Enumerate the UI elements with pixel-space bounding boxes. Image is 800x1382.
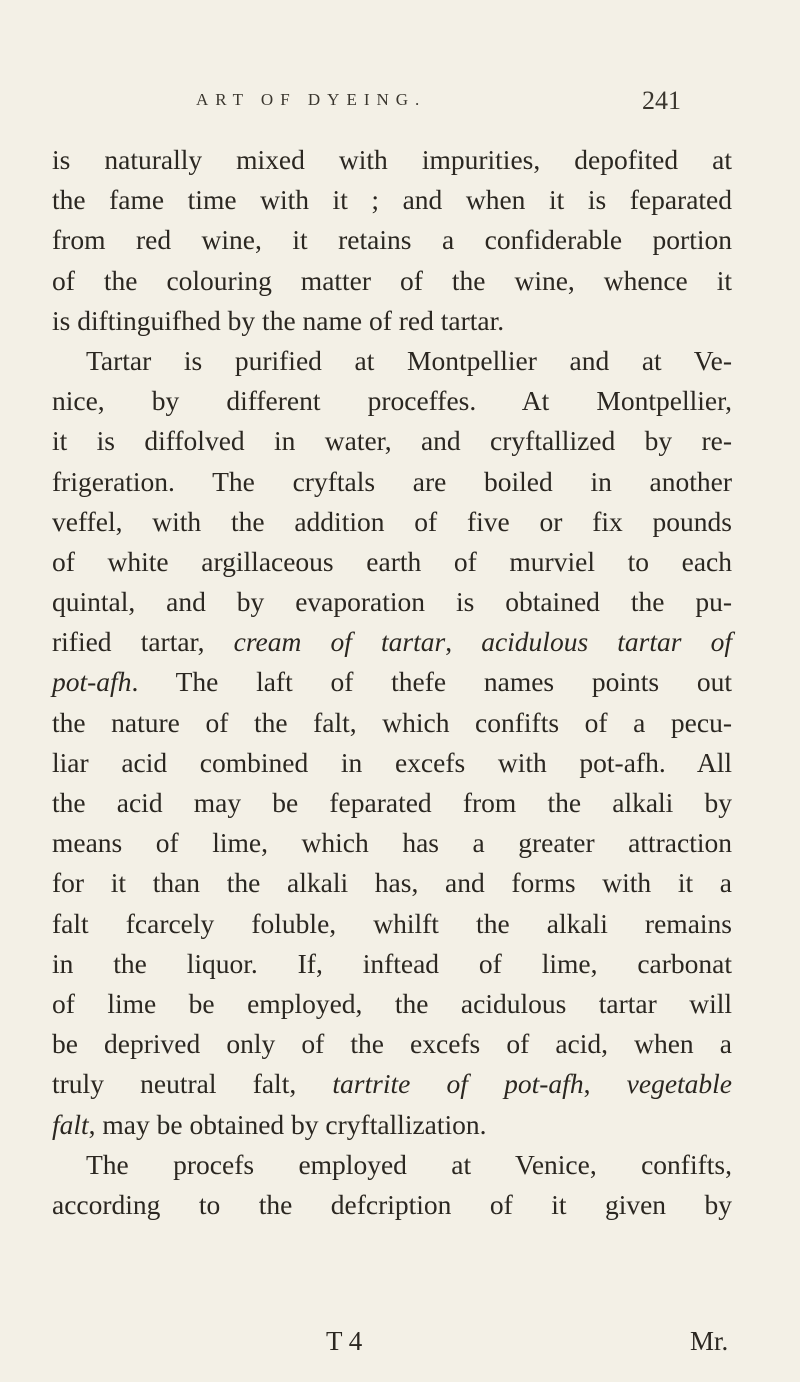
text-segment: frigeration. The cryftals are boiled in another (52, 465, 732, 497)
text-segment: , may be obtained by cryftallization. (88, 1108, 487, 1140)
text-segment: rified tartar, (52, 626, 234, 658)
text-line (52, 1185, 732, 1225)
text-line (52, 140, 732, 180)
text-line (52, 220, 732, 260)
italic-term: vegetable (626, 1068, 733, 1100)
text-segment: be deprived only of the excefs of acid, when a (52, 1028, 732, 1060)
italic-term: pot-afh (52, 666, 132, 698)
text-segment: veffel, with the addition of five or fix pounds (52, 505, 732, 537)
text-segment: quintal, and by evaporation is obtained the pu- (52, 586, 732, 618)
text-line (52, 502, 732, 542)
text-segment: in the liquor. If, inftead of lime, carbonat (52, 947, 732, 979)
text-line (52, 743, 732, 783)
text-segment: of white argillaceous earth of murviel to each (52, 545, 732, 577)
body-text (52, 140, 732, 1225)
text-line (52, 261, 732, 301)
italic-term: falt (52, 1108, 89, 1140)
text-line (52, 703, 732, 743)
text-segment: from red wine, it retains a confiderable portion (52, 224, 732, 256)
text-line (52, 1145, 732, 1185)
text-segment: the acid may be feparated from the alkali by (52, 787, 732, 818)
text-line (52, 1024, 732, 1064)
page-footer (0, 1326, 800, 1366)
text-line (52, 462, 732, 502)
text-line (52, 180, 732, 220)
running-title: ART OF DYEING. (196, 90, 427, 109)
text-line (52, 863, 732, 903)
italic-term: cream of tartar (233, 626, 446, 658)
text-segment: for it than the alkali has, and forms with it a (52, 867, 732, 899)
text-line (52, 341, 732, 381)
italic-term: tartrite of pot-afh (332, 1068, 584, 1100)
text-line (52, 823, 732, 863)
text-segment: Tartar is purified at Montpellier and at Ve- (86, 344, 732, 376)
text-line (52, 662, 732, 702)
text-segment: , (445, 626, 482, 658)
text-line (52, 984, 732, 1024)
text-line (52, 904, 732, 944)
text-line (52, 582, 732, 622)
signature-mark: T 4 (326, 1326, 363, 1356)
text-segment: is diftinguifhed by the name of red tartar. (52, 304, 505, 336)
text-segment: the nature of the falt, which confifts of a pecu- (52, 706, 732, 738)
text-segment: nice, by different proceffes. At Montpellier, (52, 385, 732, 417)
text-line (52, 944, 732, 984)
text-segment: The procefs employed at Venice, confifts, (86, 1148, 732, 1180)
text-line (52, 381, 732, 421)
text-segment: according to the defcription of it given by (52, 1188, 732, 1220)
page-number: 241 (642, 86, 681, 115)
text-segment: the fame time with it ; and when it is feparated (52, 184, 732, 216)
text-line (52, 783, 732, 823)
text-line (52, 1105, 732, 1145)
text-segment: means of lime, which has a greater attraction (52, 827, 732, 859)
text-segment: it is diffolved in water, and cryftallized by re- (52, 425, 732, 457)
text-segment: truly neutral falt, (52, 1068, 333, 1100)
text-segment: . The laft of thefe names points out (131, 666, 732, 698)
text-line (52, 301, 732, 341)
text-segment: , (583, 1068, 627, 1100)
catchword: Mr. (690, 1326, 729, 1356)
text-segment: of the colouring matter of the wine, whence it (52, 264, 732, 296)
text-segment: is naturally mixed with impurities, depofited at (52, 144, 732, 175)
text-segment: falt fcarcely foluble, whilft the alkali remains (52, 907, 732, 939)
text-segment: liar acid combined in excefs with pot-afh. All (52, 746, 732, 778)
running-head (196, 86, 681, 126)
text-segment: of lime be employed, the acidulous tartar will (52, 987, 732, 1019)
text-line (52, 542, 732, 582)
text-line (52, 421, 732, 461)
text-line (52, 1064, 732, 1104)
italic-term: acidulous tartar of (481, 626, 732, 658)
text-line (52, 622, 732, 662)
